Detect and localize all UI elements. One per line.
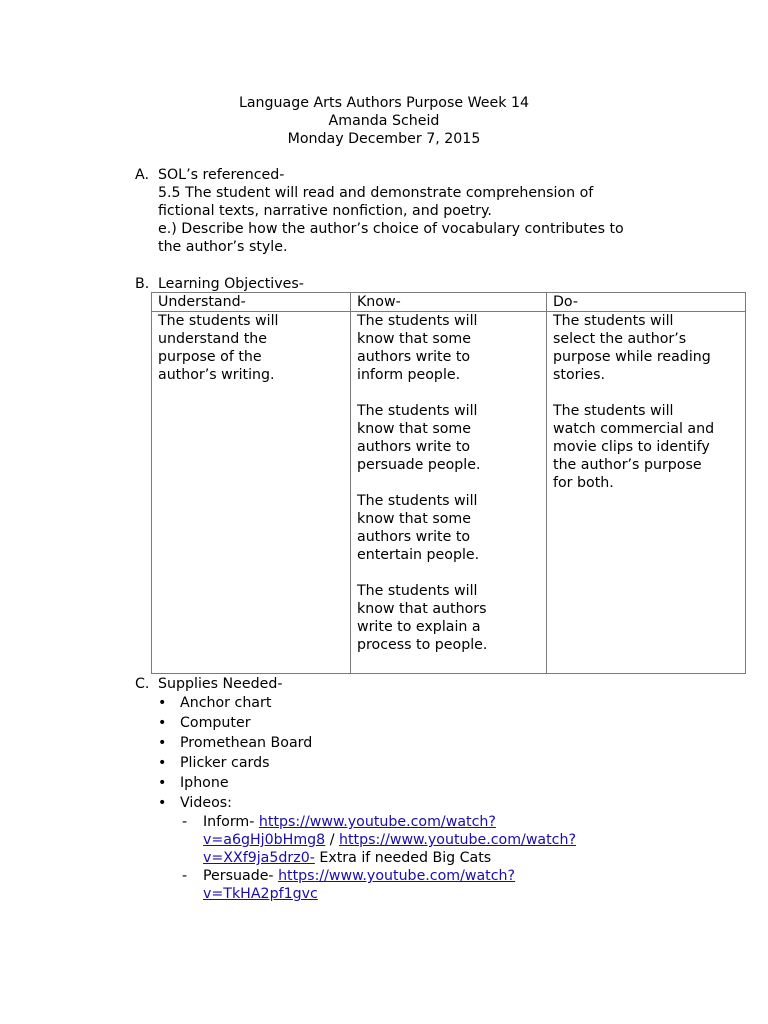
objective-line: author’s writing.: [158, 367, 275, 383]
section-learning-objectives: [135, 275, 715, 293]
objective-paragraph: [357, 312, 540, 384]
section-letter: B.: [135, 276, 150, 292]
list-item: [135, 733, 695, 753]
understand-cell: [152, 312, 351, 674]
objective-line: The students will: [553, 313, 674, 329]
objective-line: for both.: [553, 475, 614, 491]
document-date: Monday December 7, 2015: [287, 131, 481, 147]
objective-line: select the author’s: [553, 331, 687, 347]
document-header: [0, 94, 768, 148]
objective-line: the author’s purpose: [553, 457, 702, 473]
bullet-icon: •: [158, 695, 167, 711]
objective-line: persuade people.: [357, 457, 481, 473]
objective-line: purpose of the: [158, 349, 262, 365]
objective-line: The students will: [357, 313, 478, 329]
do-cell: [547, 312, 746, 674]
section-heading: SOL’s referenced-: [158, 167, 285, 183]
objective-line: movie clips to identify: [553, 439, 710, 455]
table-header-row: [152, 293, 746, 312]
document-title: Language Arts Authors Purpose Week 14: [238, 95, 530, 111]
supply-label: Anchor chart: [180, 695, 272, 711]
column-header-do: Do-: [547, 293, 746, 312]
sol-line: fictional texts, narrative nonfiction, and poetry.: [158, 203, 492, 219]
link-separator: /: [325, 832, 339, 848]
column-header-understand: Understand-: [152, 293, 351, 312]
objective-line: authors write to: [357, 529, 471, 545]
objective-line: inform people.: [357, 367, 461, 383]
inform-video-link-1-cont[interactable]: v=a6gHj0bHmg8: [203, 832, 326, 848]
inform-video-link-2[interactable]: https://www.youtube.com/watch?: [339, 832, 577, 848]
objective-line: know that authors: [357, 601, 487, 617]
video-label: Inform-: [203, 814, 259, 830]
column-header-know: Know-: [351, 293, 547, 312]
objective-paragraph: [357, 402, 540, 474]
supply-label: Plicker cards: [180, 755, 270, 771]
objective-line: watch commercial and: [553, 421, 715, 437]
inform-video-link-2-cont[interactable]: v=XXf9ja5drz0-: [203, 850, 315, 866]
section-heading: Supplies Needed-: [158, 676, 283, 692]
persuade-video-link-cont[interactable]: v=TkHA2pf1gvc: [203, 886, 318, 902]
objective-line: stories.: [553, 367, 606, 383]
objective-line: authors write to: [357, 439, 471, 455]
supply-label: Promethean Board: [180, 735, 313, 751]
section-letter: C.: [135, 676, 150, 692]
objective-line: understand the: [158, 331, 267, 347]
persuade-video-link[interactable]: https://www.youtube.com/watch?: [278, 868, 516, 884]
list-item: [135, 773, 695, 793]
video-label: Persuade-: [203, 868, 279, 884]
objective-line: entertain people.: [357, 547, 480, 563]
objective-line: know that some: [357, 331, 471, 347]
objective-line: authors write to: [357, 349, 471, 365]
supply-label: Videos:: [180, 795, 232, 811]
objective-paragraph: [357, 582, 540, 654]
learning-objectives-table: [151, 292, 746, 674]
video-list: [135, 813, 695, 903]
objective-paragraph: [357, 492, 540, 564]
objective-paragraph: [553, 312, 739, 384]
objective-line: The students will: [158, 313, 279, 329]
section-sol: [135, 166, 675, 256]
supply-label: Computer: [180, 715, 251, 731]
objective-line: The students will: [553, 403, 674, 419]
section-supplies: [135, 675, 695, 903]
list-item: [135, 713, 695, 733]
section-letter: A.: [135, 167, 149, 183]
bullet-icon: •: [158, 755, 167, 771]
sol-line: e.) Describe how the author’s choice of vocabulary contributes to: [158, 221, 624, 237]
objective-line: know that some: [357, 511, 471, 527]
bullet-icon: •: [158, 775, 167, 791]
document-author: Amanda Scheid: [328, 113, 440, 129]
video-item-inform: [135, 813, 695, 867]
sol-line: the author’s style.: [158, 239, 288, 255]
list-item: [135, 753, 695, 773]
objective-line: purpose while reading: [553, 349, 711, 365]
section-heading: Learning Objectives-: [158, 276, 304, 292]
extra-note: Extra if needed Big Cats: [314, 850, 492, 866]
objective-paragraph: [158, 312, 344, 384]
bullet-icon: •: [158, 795, 167, 811]
objective-paragraph: [553, 402, 739, 492]
bullet-icon: •: [158, 735, 167, 751]
objective-line: The students will: [357, 583, 478, 599]
video-item-persuade: [135, 867, 695, 903]
supply-label: Iphone: [180, 775, 229, 791]
objective-line: The students will: [357, 493, 478, 509]
objective-line: process to people.: [357, 637, 488, 653]
bullet-icon: •: [158, 715, 167, 731]
objective-line: write to explain a: [357, 619, 481, 635]
dash-icon: -: [182, 814, 188, 830]
list-item: [135, 693, 695, 713]
objective-line: The students will: [357, 403, 478, 419]
know-cell: [351, 312, 547, 674]
inform-video-link-1[interactable]: https://www.youtube.com/watch?: [258, 814, 496, 830]
sol-line: 5.5 The student will read and demonstrate comprehension of: [158, 185, 594, 201]
supplies-list: [135, 693, 695, 813]
objective-line: know that some: [357, 421, 471, 437]
dash-icon: -: [182, 868, 188, 884]
list-item: [135, 793, 695, 813]
table-row: [152, 312, 746, 674]
